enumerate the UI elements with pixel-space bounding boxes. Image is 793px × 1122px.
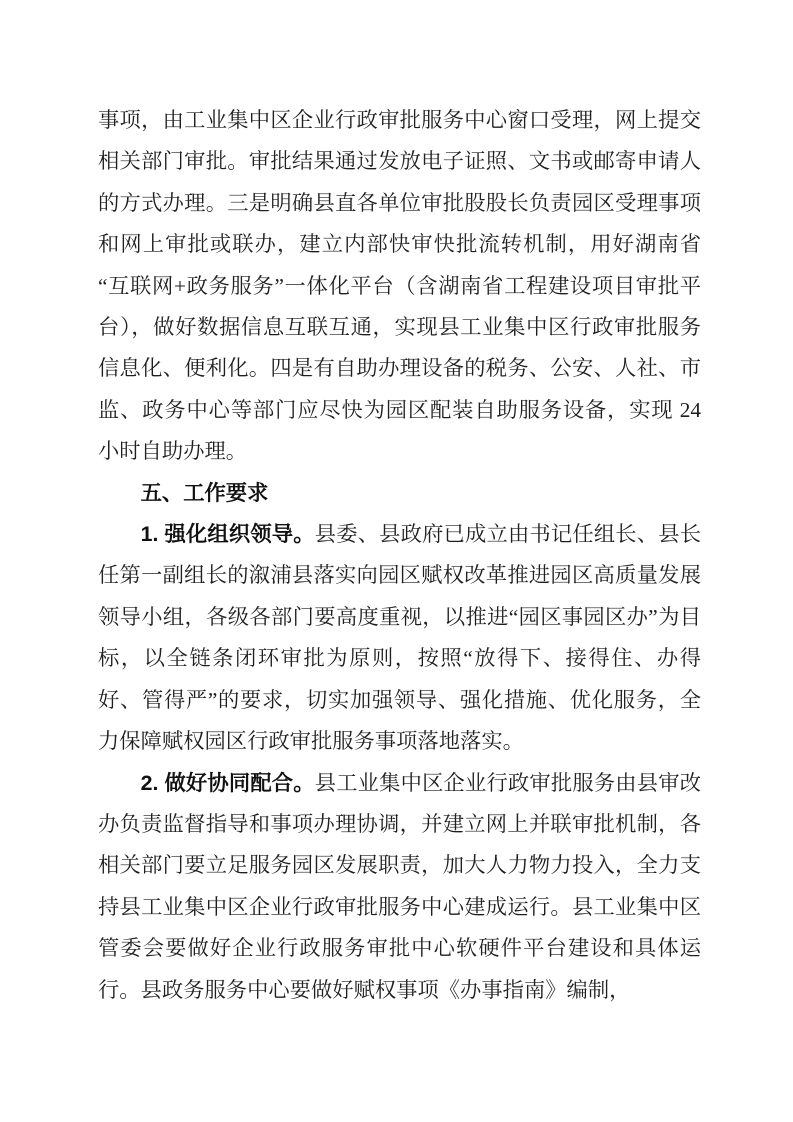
document-body <box>98 100 701 1011</box>
section-heading-text: 五、工作要求 <box>140 480 269 505</box>
paragraph-continuation-text: 事项，由工业集中区企业行政审批服务中心窗口受理，网上提交相关部门审批。审批结果通过发放电子证照、文书或邮寄申请人的方式办理。三是明确县直各单位审批股股长负责园区受理事项和网上审批或联办，建立内部快审快批流转机制，用好湖南省“互联网+政务服务”一体化平台（含湖南省工程建设项目审批平台），做好数据信息互联互通，实现县工业集中区行政审批服务信息化、便利化。四是有自助办理设备的税务、公安、人社、市监、政务中心等部门应尽快为园区配装自助服务设备，实现 24 小时自助办理。 <box>98 108 701 464</box>
numbered-paragraph-2 <box>98 763 701 1011</box>
numbered-paragraph-2-text: 县工业集中区企业行政审批服务由县审改办负责监督指导和事项办理协调，并建立网上并联审批机制，各相关部门要立足服务园区发展职责，加大人力物力投入，全力支持县工业集中区企业行政审批服务中心建成运行。县工业集中区管委会要做好企业行政服务审批中心软硬件平台建设和具体运行。县政务服务中心要做好赋权事项《办事指南》编制， <box>98 770 701 1002</box>
numbered-paragraph-1-lead: 1. 强化组织领导。 <box>140 522 315 547</box>
numbered-paragraph-1 <box>98 514 701 762</box>
numbered-paragraph-2-lead: 2. 做好协同配合。 <box>140 770 315 795</box>
paragraph-continuation <box>98 100 701 473</box>
numbered-paragraph-1-text: 县委、县政府已成立由书记任组长、县长任第一副组长的溆浦县落实向园区赋权改革推进园区高质量发展领导小组，各级各部门要高度重视，以推进“园区事园区办”为目标，以全链条闭环审批为原则，按照“放得下、接得住、办得好、管得严”的要求，切实加强领导、强化措施、优化服务，全力保障赋权园区行政审批服务事项落地落实。 <box>98 522 701 754</box>
section-heading <box>98 473 701 514</box>
